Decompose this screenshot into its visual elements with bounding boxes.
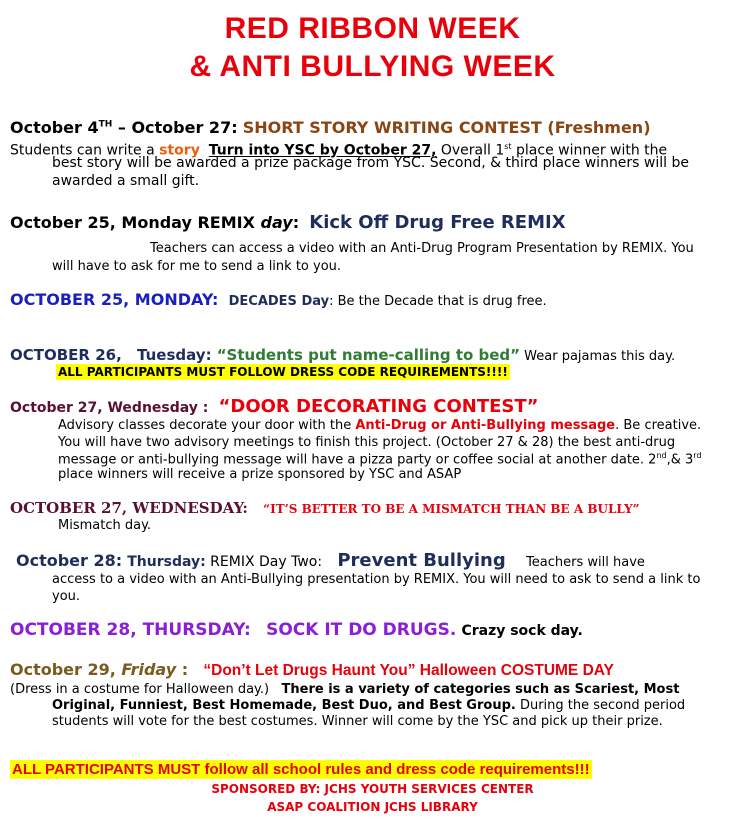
text-run: (Dress in a costume for Halloween day.): [10, 682, 270, 697]
kickoff-line-2: will have to ask for me to send a link to you.: [52, 259, 342, 274]
colon: :: [317, 554, 323, 570]
bullying-line-3: you.: [52, 589, 81, 604]
text-run: Students can write a: [10, 142, 160, 159]
halloween-line-2: [52, 698, 685, 713]
text-run: ,& 3: [666, 452, 694, 468]
message-highlight: Anti-Drug or Anti-Bullying message: [355, 418, 616, 433]
text-run: Overall 1: [436, 142, 505, 159]
title-line-1: RED RIBBON WEEK: [224, 12, 521, 45]
section-headline: “Students put name-calling to bed”: [216, 346, 521, 364]
text-run: . Be creative.: [615, 418, 702, 433]
date-label: October 25, Monday REMIX: [10, 213, 261, 232]
bullying-line-2: access to a video with an Anti-Bullying presentation by REMIX. You will need to ask to send a link to: [52, 572, 701, 587]
date-label: October 29,: [10, 660, 122, 679]
section-headline: SOCK IT DO DRUGS.: [266, 620, 457, 640]
superscript: nd: [656, 451, 667, 460]
section-headline: “Don’t Let Drugs Haunt You” Halloween COSTUME DAY: [203, 662, 614, 679]
colon: :: [176, 660, 189, 679]
day-label: Tuesday:: [137, 346, 212, 364]
section-sock-heading: [10, 620, 583, 640]
date-label: OCTOBER 26,: [10, 346, 122, 364]
door-line-4: place winners will receive a prize sponsored by YSC and ASAP: [58, 467, 462, 482]
story-word: story: [159, 142, 200, 159]
text-run: There is a variety of categories such as Scariest, Most: [281, 682, 680, 697]
date-superscript: TH: [98, 119, 113, 130]
dress-code-notice: ALL PARTICIPANTS MUST FOLLOW DRESS CODE REQUIREMENTS!!!!: [58, 365, 508, 379]
text-run: Original, Funniest, Best Homemade, Best Duo, and Best Group.: [52, 698, 516, 713]
date-label-rest: – October 27:: [112, 118, 238, 137]
story-line-2: best story will be awarded a prize package from YSC. Second, & third place winners will be: [52, 155, 689, 171]
door-line-1: [58, 418, 701, 433]
day-label: day: [260, 213, 293, 232]
sponsor-line-1: SPONSORED BY: JCHS YOUTH SERVICES CENTER: [211, 782, 534, 796]
date-label: October 4: [10, 118, 99, 137]
date-label: OCTOBER 28, THURSDAY:: [10, 620, 251, 640]
date-label: October 27, Wednesday :: [10, 400, 209, 416]
bullying-line-1: Teachers will have: [526, 555, 645, 570]
text-run: During the second period: [515, 698, 686, 713]
section-mismatch-heading: [10, 498, 640, 517]
section-headline: SHORT STORY WRITING CONTEST (Freshmen): [242, 118, 651, 137]
text-run: place winner with the: [511, 142, 668, 159]
day-label: Friday: [121, 660, 177, 679]
remix-label: REMIX Day Two: [205, 554, 318, 570]
footer-notice: ALL PARTICIPANTS MUST follow all school rules and dress code requirements!!!: [12, 761, 590, 778]
door-line-2: You will have two advisory meetings to finish this project. (October 27 & 28) the best anti-drug: [58, 435, 676, 450]
deadline-text: Turn into YSC by October 27,: [208, 142, 437, 159]
section-headline: Prevent Bullying: [337, 550, 506, 571]
text-run: message or anti-bullying message will have a pizza party or coffee social at another date. 2: [58, 452, 657, 468]
kickoff-line-1: Teachers can access a video with an Anti-Drug Program Presentation by REMIX. You: [150, 241, 694, 256]
section-headline: “DOOR DECORATING CONTEST”: [218, 396, 539, 417]
story-line-3: awarded a small gift.: [52, 173, 200, 189]
section-decades-heading: [10, 290, 547, 309]
section-door-heading: [10, 396, 539, 417]
section-story-contest-heading: [10, 118, 651, 137]
day-label: Thursday:: [127, 554, 206, 570]
theme-label: DECADES Day: [228, 294, 330, 309]
section-bullying-heading: [16, 550, 645, 571]
date-label: October 28:: [16, 551, 123, 570]
section-halloween-heading: [10, 660, 614, 680]
date-label: OCTOBER 25, MONDAY:: [10, 290, 219, 309]
sponsor-line-2: ASAP COALITION JCHS LIBRARY: [267, 800, 478, 814]
section-headline: “IT’S BETTER TO BE A MISMATCH THAN BE A BULLY”: [263, 502, 640, 516]
title-line-2: & ANTI BULLYING WEEK: [189, 50, 556, 83]
section-headline: Kick Off Drug Free REMIX: [309, 212, 566, 233]
section-text: Crazy sock day.: [461, 623, 583, 639]
superscript: rd: [693, 451, 702, 460]
halloween-line-1: [10, 682, 679, 697]
door-line-3: [58, 451, 702, 467]
text-run: Advisory classes decorate your door with the: [58, 418, 356, 433]
section-kickoff-heading: [10, 212, 566, 233]
superscript: st: [504, 142, 512, 151]
date-label: OCTOBER 27, WEDNESDAY:: [10, 499, 248, 517]
section-pajama-heading: [10, 345, 675, 364]
theme-text: : Be the Decade that is drug free.: [329, 294, 547, 309]
halloween-line-3: students will vote for the best costumes. Winner will come by the YSC and pick up their prize.: [52, 714, 663, 729]
colon: :: [292, 213, 300, 232]
mismatch-text: Mismatch day.: [58, 518, 152, 533]
section-text: Wear pajamas this day.: [520, 349, 676, 364]
